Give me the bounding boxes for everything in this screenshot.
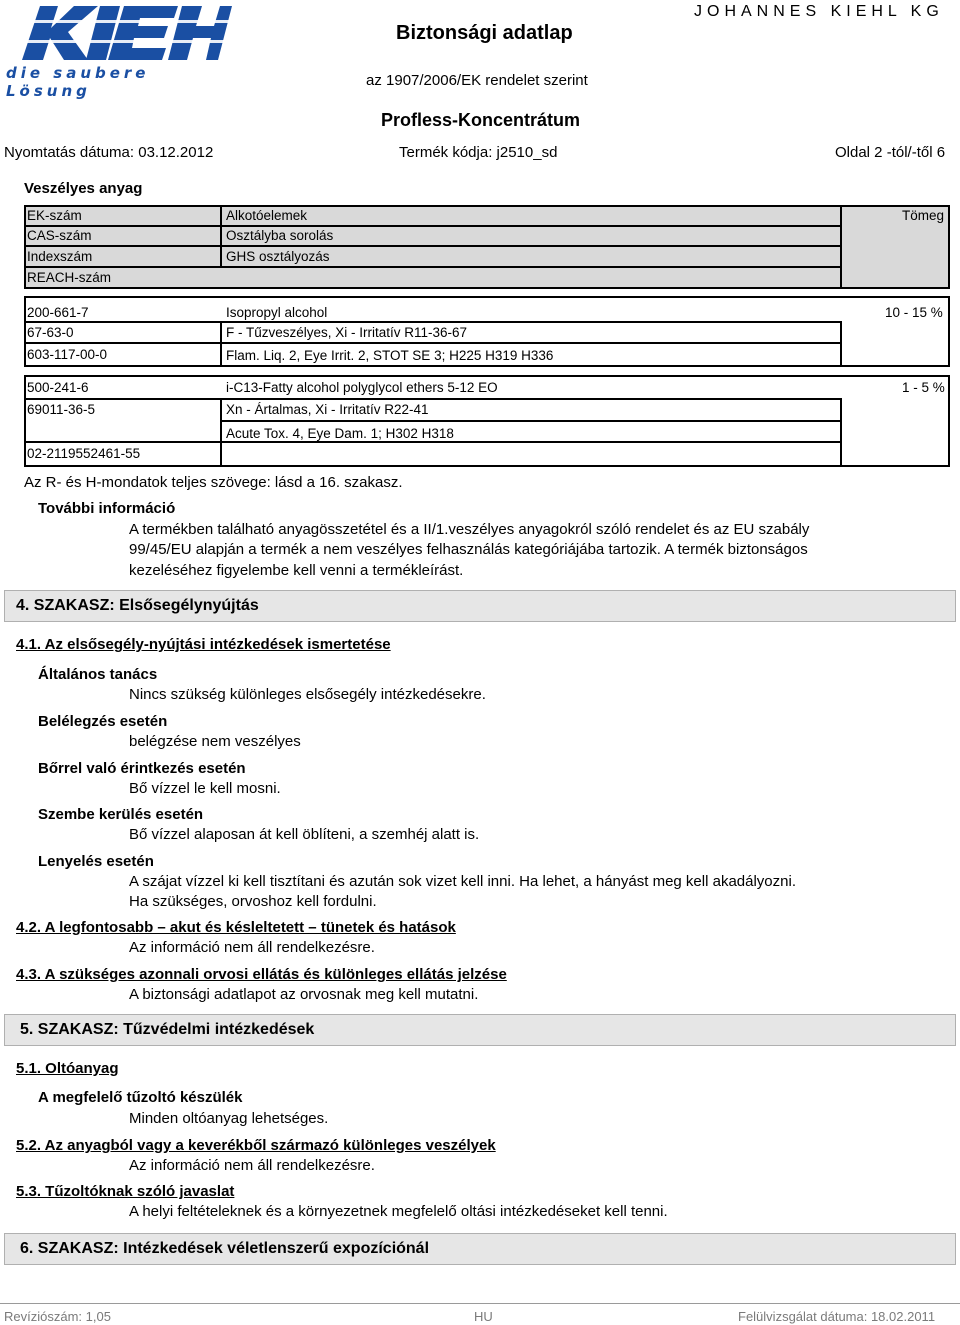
eye-contact-heading: Szembe kerülés esetén xyxy=(38,806,204,823)
divider xyxy=(220,205,222,266)
divider xyxy=(220,420,842,422)
language-code: HU xyxy=(474,1309,493,1324)
extinguishing-media-text: Minden oltóanyag lehetséges. xyxy=(129,1110,329,1127)
divider xyxy=(24,266,842,268)
kiehl-logo-mark xyxy=(2,2,232,64)
divider xyxy=(24,398,842,400)
page-number: Oldal 2 -tól/-től 6 xyxy=(835,144,946,161)
subsection-5-3-text: A helyi feltételeknek és a környezetnek megfelelő oltási intézkedéseket kell tenni. xyxy=(129,1203,668,1220)
review-date: Felülvizsgálat dátuma: 18.02.2011 xyxy=(738,1309,936,1324)
further-info-line-1: A termékben található anyagösszetétel és a II/1.veszélyes anyagokról szóló rendelet és az EU szabály xyxy=(129,521,810,538)
footer-divider xyxy=(0,1303,960,1304)
section-6-title: 6. SZAKASZ: Intézkedések véletlenszerű expozíciónál xyxy=(20,1240,430,1257)
divider xyxy=(24,321,842,323)
col-cas: CAS-szám xyxy=(27,228,92,243)
subsection-5-2: 5.2. Az anyagból vagy a keverékből származó különleges veszélyek xyxy=(16,1137,496,1154)
row2-mass: 1 - 5 % xyxy=(902,380,945,395)
extinguishing-media-heading: A megfelelő tűzoltó készülék xyxy=(38,1089,243,1106)
further-info-line-2: 99/45/EU alapján a termék a nem veszélyes felhasználás kategóriájába tartozik. A termék biztonságos xyxy=(129,541,808,558)
subsection-4-2-text: Az információ nem áll rendelkezésre. xyxy=(129,939,375,956)
general-advice-heading: Általános tanács xyxy=(38,666,158,683)
product-name: Profless-Koncentrátum xyxy=(381,110,581,130)
subsection-5-1: 5.1. Oltóanyag xyxy=(16,1060,119,1077)
subsection-4-3-text: A biztonsági adatlapot az orvosnak meg kell mutatni. xyxy=(129,986,479,1003)
col-classification: Osztályba sorolás xyxy=(226,228,334,243)
row2-reach: 02-2119552461-55 xyxy=(27,446,141,461)
skin-contact-text: Bő vízzel le kell mosni. xyxy=(129,780,281,797)
ingestion-heading: Lenyelés esetén xyxy=(38,853,154,870)
inhalation-heading: Belélegzés esetén xyxy=(38,713,168,730)
divider xyxy=(24,225,842,227)
ingestion-text-1: A szájat vízzel ki kell tisztítani és azután sok vizet kell inni. Ha lehet, a hányást meg kell akadályozni. xyxy=(129,873,796,890)
kiehl-logo xyxy=(2,2,232,100)
subsection-4-3: 4.3. A szükséges azonnali orvosi ellátás és különleges ellátás jelzése xyxy=(16,966,507,983)
product-code: Termék kódja: j2510_sd xyxy=(399,144,558,161)
col-ek: EK-szám xyxy=(27,208,82,223)
revision-number: Revíziószám: 1,05 xyxy=(4,1309,111,1324)
row1-classification: F - Tűzveszélyes, Xi - Irritatív R11-36-67 xyxy=(226,325,468,340)
divider xyxy=(24,342,842,344)
row2-ek: 500-241-6 xyxy=(27,380,89,395)
print-date: Nyomtatás dátuma: 03.12.2012 xyxy=(4,144,214,161)
hazard-table-header xyxy=(24,205,950,289)
subsection-4-1: 4.1. Az elsősegély-nyújtási intézkedések ismertetése xyxy=(16,636,391,653)
divider xyxy=(220,321,222,367)
row1-cas: 67-63-0 xyxy=(27,325,74,340)
row2-cas: 69011-36-5 xyxy=(27,402,96,417)
divider xyxy=(220,398,222,467)
row1-index: 603-117-00-0 xyxy=(27,347,108,362)
col-components: Alkotóelemek xyxy=(226,208,308,223)
company-name: JOHANNES KIEHL KG xyxy=(694,3,944,20)
ingestion-text-2: Ha szükséges, orvoshoz kell fordulni. xyxy=(129,893,377,910)
further-info-line-3: kezeléséhez figyelembe kell venni a termékleírást. xyxy=(129,562,464,579)
divider xyxy=(840,398,842,467)
divider xyxy=(24,245,842,247)
row2-ghs: Acute Tox. 4, Eye Dam. 1; H302 H318 xyxy=(226,426,454,441)
subsection-5-3: 5.3. Tűzoltóknak szóló javaslat xyxy=(16,1183,235,1200)
further-info-heading: További információ xyxy=(38,500,176,517)
general-advice-text: Nincs szükség különleges elsősegély intézkedésekre. xyxy=(129,686,486,703)
skin-contact-heading: Bőrrel való érintkezés esetén xyxy=(38,760,246,777)
row2-name: i-C13-Fatty alcohol polyglycol ethers 5-12 EO xyxy=(226,380,498,395)
hazard-footnote: Az R- és H-mondatok teljes szövege: lásd a 16. szakasz. xyxy=(24,474,403,491)
regulation-reference: az 1907/2006/EK rendelet szerint xyxy=(366,72,588,89)
col-ghs: GHS osztályozás xyxy=(226,249,330,264)
row2-classification: Xn - Ártalmas, Xi - Irritatív R22-41 xyxy=(226,402,429,417)
col-reach: REACH-szám xyxy=(27,270,112,285)
col-index: Indexszám xyxy=(27,249,93,264)
section-5-title: 5. SZAKASZ: Tűzvédelmi intézkedések xyxy=(20,1021,315,1038)
section-4-title: 4. SZAKASZ: Elsősegélynyújtás xyxy=(16,597,259,614)
subsection-4-2: 4.2. A legfontosabb – akut és késleltetett – tünetek és hatások xyxy=(16,919,456,936)
divider xyxy=(840,205,842,289)
eye-contact-text: Bő vízzel alaposan át kell öblíteni, a szemhéj alatt is. xyxy=(129,826,480,843)
hazard-heading: Veszélyes anyag xyxy=(24,180,143,197)
row1-name: Isopropyl alcohol xyxy=(226,305,328,320)
divider xyxy=(840,321,842,367)
subsection-5-2-text: Az információ nem áll rendelkezésre. xyxy=(129,1157,375,1174)
row1-mass: 10 - 15 % xyxy=(885,305,943,320)
col-mass: Tömeg xyxy=(902,208,945,223)
document-title: Biztonsági adatlap xyxy=(396,22,573,44)
logo-tagline: die saubere Lösung xyxy=(6,64,150,100)
row1-ek: 200-661-7 xyxy=(27,305,89,320)
row1-ghs: Flam. Liq. 2, Eye Irrit. 2, STOT SE 3; H225 H319 H336 xyxy=(226,348,554,363)
inhalation-text: belégzése nem veszélyes xyxy=(129,733,301,750)
divider xyxy=(24,441,842,443)
